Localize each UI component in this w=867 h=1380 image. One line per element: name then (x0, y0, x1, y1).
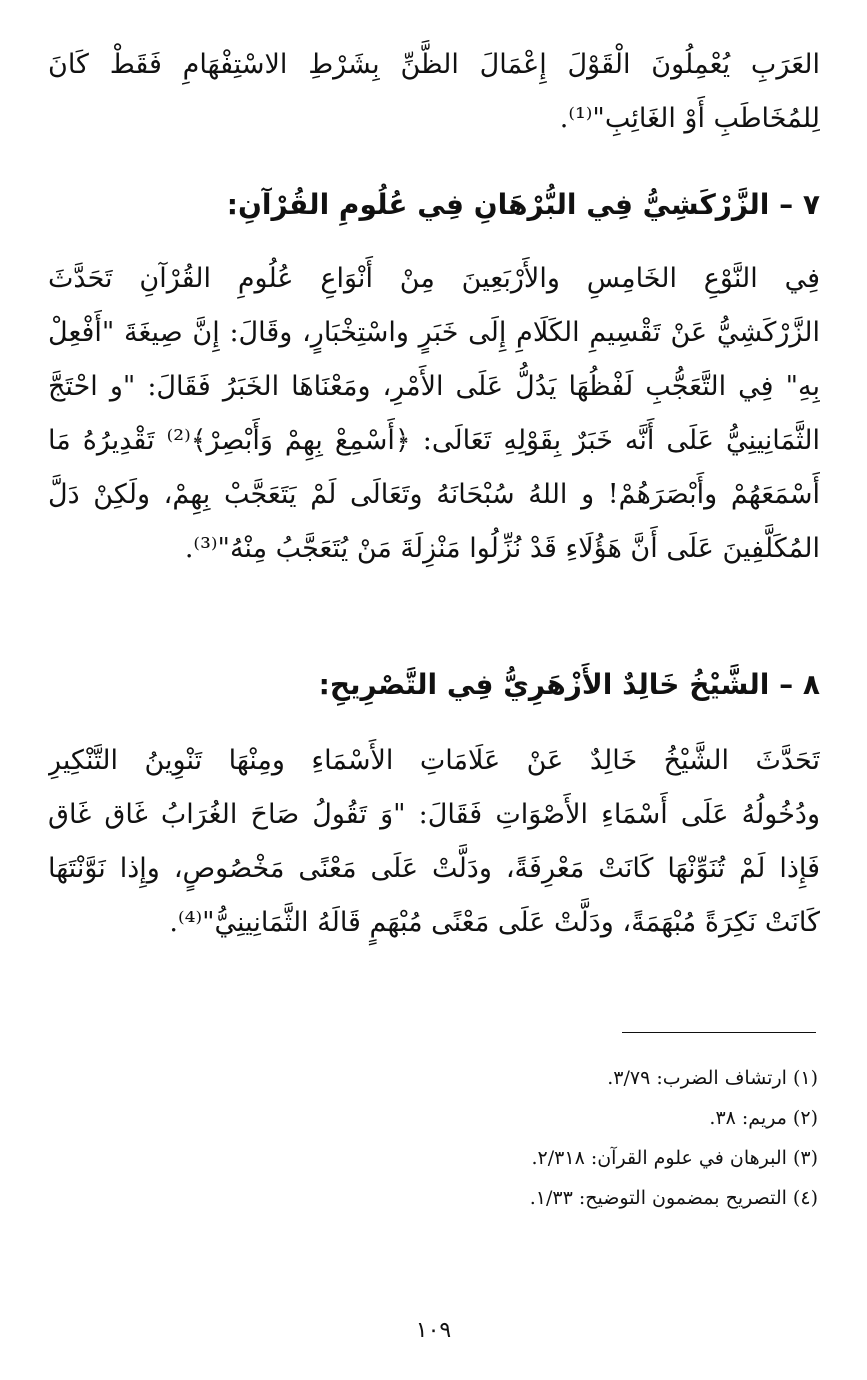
text-line: الثَّمَانِينِيُّ عَلَى أَنَّه خَبَرٌ بِقَوْلِهِ تَعَالَى: ﴿أَسْمِعْ بِهِمْ وَأَبْصِرْ﴾⁽²⁾ تَقْدِيرُهُ مَا (48, 425, 820, 456)
text-line: العَرَبِ يُعْمِلُونَ الْقَوْلَ إِعْمَالَ الظَّنِّ بِشَرْطِ الاسْتِفْهَامِ فَقَطْ كَانَ (48, 49, 820, 80)
footnotes (300, 1058, 818, 1218)
text-line: كَانَتْ نَكِرَةً مُبْهَمَةً، ودَلَّتْ عَلَى مَعْنًى مُبْهَمٍ قَالَهُ الثَّمَانِينِيُّ"⁽⁴⁾. (169, 907, 820, 938)
section-heading-8: ٨ – الشَّيْخُ خَالِدٌ الأَزْهَرِيُّ فِي التَّصْرِيحِ: (318, 668, 820, 701)
paragraph-khalid (48, 734, 820, 950)
footnote-separator (622, 1032, 816, 1033)
footnote-3: (٣) البرهان في علوم القرآن: ٢/٣١٨. (531, 1147, 818, 1169)
text-line: لِلمُخَاطَبِ أَوْ الغَائِبِ"⁽¹⁾. (559, 103, 820, 134)
footnote-4: (٤) التصريح بمضمون التوضيح: ١/٣٣. (529, 1187, 818, 1209)
text-line: فِي النَّوْعِ الخَامِسِ والأَرْبَعِينَ مِنْ أَنْوَاعِ عُلُومِ القُرْآنِ تَحَدَّثَ (48, 263, 820, 294)
text-line: ودُخُولُهُ عَلَى أَسْمَاءِ الأَصْوَاتِ فَقَالَ: "وَ تَقُولُ صَاحَ الغُرَابُ غَاق غَاق (48, 799, 820, 830)
text-line: بِهِ" فِي التَّعَجُّبِ لَفْظُهَا يَدُلُّ عَلَى الأَمْرِ، ومَعْنَاهَا الخَبَرُ فَقَالَ: "و احْتَجَّ (48, 371, 820, 402)
text-line: تَحَدَّثَ الشَّيْخُ خَالِدٌ عَنْ عَلَامَاتِ الأَسْمَاءِ ومِنْهَا تَنْوِينُ التَّنْكِيرِ (48, 745, 820, 776)
page-number: ١٠٩ (415, 1318, 452, 1343)
paragraph-continuation (48, 38, 820, 146)
section-heading-7: ٧ – الزَّرْكَشِيُّ فِي البُّرْهَانِ فِي عُلُومِ القُرْآنِ: (226, 188, 820, 221)
text-line: المُكَلَّفِينَ عَلَى أَنَّ هَؤُلَاءِ قَدْ نُزِّلُوا مَنْزِلَةَ مَنْ يُتَعَجَّبُ مِنْهُ"⁽³⁾. (184, 533, 820, 564)
footnote-1: (١) ارتشاف الضرب: ٣/٧٩. (607, 1067, 818, 1089)
text-line: فَإِذا لَمْ تُنَوِّنْهَا كَانَتْ مَعْرِفَةً، ودَلَّتْ عَلَى مَعْنًى مَخْصُوصٍ، وإِذا نَوَّنْتَهَا (48, 853, 820, 884)
text-line: أَسْمَعَهُمْ وأَبْصَرَهُمْ! و اللهُ سُبْحَانَهُ وتَعَالَى لَمْ يَتَعَجَّبْ بِهِمْ، ولَكِنْ دَلَّ (48, 479, 820, 510)
text-line: الزَّرْكَشِيُّ عَنْ تَقْسِيمِ الكَلَامِ إِلَى خَبَرٍ واسْتِخْبَارٍ، وقَالَ: إِنَّ صِيغَةَ "أَفْعِلْ (48, 317, 820, 348)
footnote-2: (٢) مريم: ٣٨. (709, 1107, 818, 1129)
paragraph-zarkashi (48, 252, 820, 576)
